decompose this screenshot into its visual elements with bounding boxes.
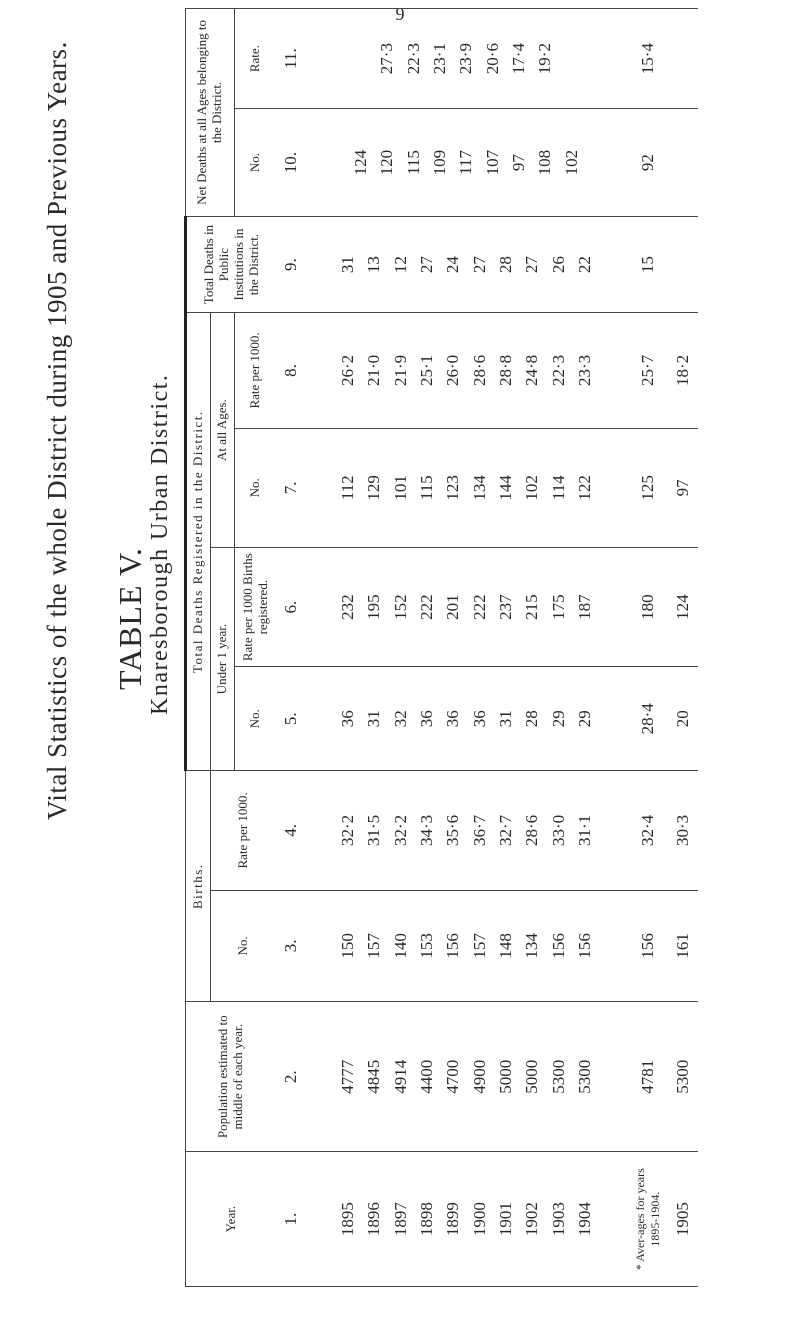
- table-cell: 5000: [522, 1059, 542, 1094]
- year-header: Year.: [186, 1152, 277, 1287]
- table-cell: 222: [416, 594, 436, 620]
- table-cell: 1898: [416, 1202, 436, 1237]
- table-cell: 115: [403, 150, 423, 176]
- year-1905-under1-rate: 124: [669, 548, 698, 667]
- column-number: 2.: [276, 1002, 305, 1152]
- table-cell: 36: [337, 710, 357, 728]
- table-cell: 114: [548, 475, 568, 501]
- births-rate-header: Rate per 1000.: [211, 771, 277, 890]
- table-cell: 33·0: [548, 814, 568, 846]
- table-cell: 28: [495, 256, 515, 274]
- page-number: 9: [395, 4, 405, 24]
- year-1905-allages-no: 97: [669, 428, 698, 547]
- net-no-column: [305, 109, 628, 217]
- table-cell: 31: [495, 710, 515, 728]
- table-cell: 27·3: [377, 43, 397, 75]
- table-cell: 28·8: [495, 354, 515, 387]
- column-number: 1.: [276, 1152, 305, 1287]
- table-cell: 23·9: [456, 43, 476, 75]
- table-cell: 112: [337, 475, 357, 501]
- table-cell: 36: [416, 710, 436, 728]
- table-cell: 4914: [390, 1059, 410, 1094]
- net-no-header: No.: [235, 109, 276, 217]
- table-cell: 107: [482, 149, 502, 176]
- table-cell: 31: [364, 710, 384, 728]
- table-cell: 123: [443, 475, 463, 501]
- year-1905-population: 5300: [669, 1002, 698, 1152]
- table-cell: 4700: [443, 1059, 463, 1094]
- average-births-no: 156: [628, 890, 669, 1002]
- table-cell: 102: [561, 149, 581, 176]
- table-cell: 26·2: [337, 354, 357, 387]
- column-numbers-row: [276, 9, 305, 1287]
- table-cell: 140: [390, 933, 410, 959]
- average-allages-rate: 25·7: [628, 313, 669, 429]
- table-cell: 157: [469, 933, 489, 959]
- year-1905-label: 1905: [669, 1152, 698, 1287]
- population-header: Population estimated to middle of each year.: [186, 1002, 277, 1152]
- table-cell: 124: [351, 149, 371, 176]
- table-cell: 32·2: [390, 814, 410, 846]
- table-cell: 34·3: [416, 814, 436, 846]
- vital-statistics-table: [184, 8, 698, 1287]
- average-row: [628, 9, 669, 1287]
- table-cell: 1904: [574, 1202, 594, 1237]
- table-cell: 152: [390, 594, 410, 620]
- births-no-header: No.: [211, 890, 277, 1002]
- table-cell: 26·0: [443, 354, 463, 387]
- table-cell: 175: [548, 594, 568, 620]
- table-cell: 4845: [364, 1059, 384, 1094]
- table-cell: 157: [364, 933, 384, 959]
- allages-rate-header: Rate per 1000.: [235, 313, 276, 429]
- average-under1-no: 28·4: [628, 667, 669, 771]
- table-cell: 28: [522, 710, 542, 728]
- table-cell: 36: [443, 710, 463, 728]
- allages-no-header: No.: [235, 428, 276, 547]
- table-cell: 1900: [469, 1202, 489, 1237]
- year-1905-allages-rate: 18·2: [669, 313, 698, 429]
- allages-no-column: [305, 428, 628, 547]
- table-cell: 24: [443, 256, 463, 274]
- average-population: 4781: [628, 1002, 669, 1152]
- under1-no-header: No.: [235, 667, 276, 771]
- table-cell: 32: [390, 710, 410, 728]
- table-cell: 12: [390, 256, 410, 274]
- table-cell: 20·6: [482, 43, 502, 75]
- table-cell: 5300: [548, 1059, 568, 1094]
- table-cell: 109: [430, 149, 450, 176]
- year-1905-births-no: 161: [669, 890, 698, 1002]
- under1-no-column: [305, 667, 628, 771]
- table-caption: Vital Statistics of the whole District during 1905 and Previous Years.: [42, 41, 72, 820]
- column-number: 10.: [276, 109, 305, 217]
- table-cell: 29: [548, 710, 568, 728]
- year-1905-births-rate: 30·3: [669, 771, 698, 890]
- column-number: 9.: [276, 216, 305, 312]
- table-cell: 222: [469, 594, 489, 620]
- table-title-block: [42, 0, 182, 1329]
- table-cell: 237: [495, 594, 515, 620]
- table-cell: 195: [364, 594, 384, 620]
- table-cell: 26: [548, 256, 568, 274]
- table-cell: 32·2: [337, 814, 357, 846]
- column-number: 6.: [276, 548, 305, 667]
- births-header: Births.: [186, 771, 211, 1002]
- table-cell: 187: [574, 594, 594, 620]
- average-under1-rate: 180: [628, 548, 669, 667]
- average-institutions: 15: [628, 216, 669, 312]
- table-cell: 156: [574, 933, 594, 959]
- table-cell: 21·9: [390, 354, 410, 387]
- table-cell: 22·3: [548, 354, 568, 387]
- table-cell: 102: [522, 475, 542, 501]
- under1-rate-column: [305, 548, 628, 667]
- table-cell: 36: [469, 710, 489, 728]
- under-one-header: Under 1 year.: [211, 548, 235, 771]
- allages-rate-column: [305, 313, 628, 429]
- column-number: 4.: [276, 771, 305, 890]
- year-1905-net-rate: [669, 9, 698, 109]
- table-cell: 31: [337, 256, 357, 274]
- table-cell: 156: [443, 933, 463, 959]
- table-cell: 22: [574, 256, 594, 274]
- net-rate-header: Rate.: [235, 9, 276, 109]
- column-number: 8.: [276, 313, 305, 429]
- table-cell: 232: [337, 594, 357, 620]
- table-cell: 115: [416, 475, 436, 501]
- institutions-column: [305, 216, 628, 312]
- table-cell: 122: [574, 475, 594, 501]
- table-cell: 4777: [337, 1059, 357, 1094]
- table-cell: 31·1: [574, 814, 594, 846]
- table-cell: 17·4: [509, 43, 529, 75]
- district-name: Knaresborough Urban District.: [147, 373, 173, 715]
- year-column: [305, 1152, 628, 1287]
- all-ages-header: At all Ages.: [211, 313, 235, 548]
- table-cell: 5000: [495, 1059, 515, 1094]
- table-cell: 23·1: [430, 43, 450, 75]
- table-cell: 36·7: [469, 814, 489, 846]
- table-cell: 144: [495, 475, 515, 501]
- average-births-rate: 32·4: [628, 771, 669, 890]
- births-rate-column: [305, 771, 628, 890]
- table-cell: 25·1: [416, 354, 436, 387]
- average-net-no: 92: [628, 109, 669, 217]
- average-label: * Aver-ages for years 1895-1904.: [628, 1152, 669, 1287]
- table-cell: 24·8: [522, 354, 542, 387]
- average-allages-no: 125: [628, 428, 669, 547]
- table-cell: 156: [548, 933, 568, 959]
- table-cell: 23·3: [574, 354, 594, 387]
- net-rate-column: [305, 9, 628, 109]
- year-1905-under1-no: 20: [669, 667, 698, 771]
- yearly-rows: [305, 9, 628, 1287]
- table-cell: 28·6: [522, 814, 542, 846]
- table-label: TABLE V.: [112, 547, 148, 690]
- table-cell: 101: [390, 475, 410, 501]
- table-cell: 97: [509, 154, 529, 172]
- table-cell: 4900: [469, 1059, 489, 1094]
- table-cell: 27: [469, 256, 489, 274]
- table-cell: 134: [469, 475, 489, 501]
- table-cell: 35·6: [443, 814, 463, 846]
- table-cell: 148: [495, 933, 515, 959]
- average-net-rate: 15·4: [628, 9, 669, 109]
- column-number: 11.: [276, 9, 305, 109]
- net-deaths-header: Net Deaths at all Ages belonging to the District.: [186, 9, 235, 217]
- total-deaths-header: Total Deaths Registered in the District.: [186, 313, 211, 771]
- table-cell: 32·7: [495, 814, 515, 846]
- column-number: 5.: [276, 667, 305, 771]
- table-cell: 29: [574, 710, 594, 728]
- table-cell: 1901: [495, 1202, 515, 1237]
- table-cell: 13: [364, 256, 384, 274]
- table-cell: 153: [416, 933, 436, 959]
- table-cell: 1896: [364, 1202, 384, 1237]
- births-no-column: [305, 890, 628, 1002]
- under1-rate-header: Rate per 1000 Births registered.: [235, 548, 276, 667]
- table-cell: 21·0: [364, 354, 384, 387]
- table-cell: 215: [522, 594, 542, 620]
- population-column: [305, 1002, 628, 1152]
- table-cell: 134: [522, 933, 542, 959]
- table-cell: 120: [377, 149, 397, 176]
- table-cell: 129: [364, 475, 384, 501]
- table-cell: 1897: [390, 1202, 410, 1237]
- table-cell: 4400: [416, 1059, 436, 1094]
- table-cell: 28·6: [469, 354, 489, 387]
- table-cell: 117: [456, 150, 476, 176]
- table-cell: 22·3: [403, 43, 423, 75]
- table-cell: 1903: [548, 1202, 568, 1237]
- column-number: 7.: [276, 428, 305, 547]
- year-1905-net-no: [669, 109, 698, 217]
- year-1905-institutions: [669, 216, 698, 312]
- column-number: 3.: [276, 890, 305, 1002]
- table-cell: 1895: [337, 1202, 357, 1237]
- public-institutions-header: Total Deaths in Public Institutions in the District.: [186, 216, 277, 312]
- table-cell: 19·2: [535, 43, 555, 75]
- table-cell: 31·5: [364, 814, 384, 846]
- table-cell: 27: [416, 256, 436, 274]
- table-cell: 201: [443, 594, 463, 620]
- table-cell: 1902: [522, 1202, 542, 1237]
- table-cell: 27: [522, 256, 542, 274]
- table-cell: 1899: [443, 1202, 463, 1237]
- table-cell: 108: [535, 149, 555, 176]
- table-cell: 5300: [574, 1059, 594, 1094]
- table-cell: 150: [337, 933, 357, 959]
- year-1905-row: [669, 9, 698, 1287]
